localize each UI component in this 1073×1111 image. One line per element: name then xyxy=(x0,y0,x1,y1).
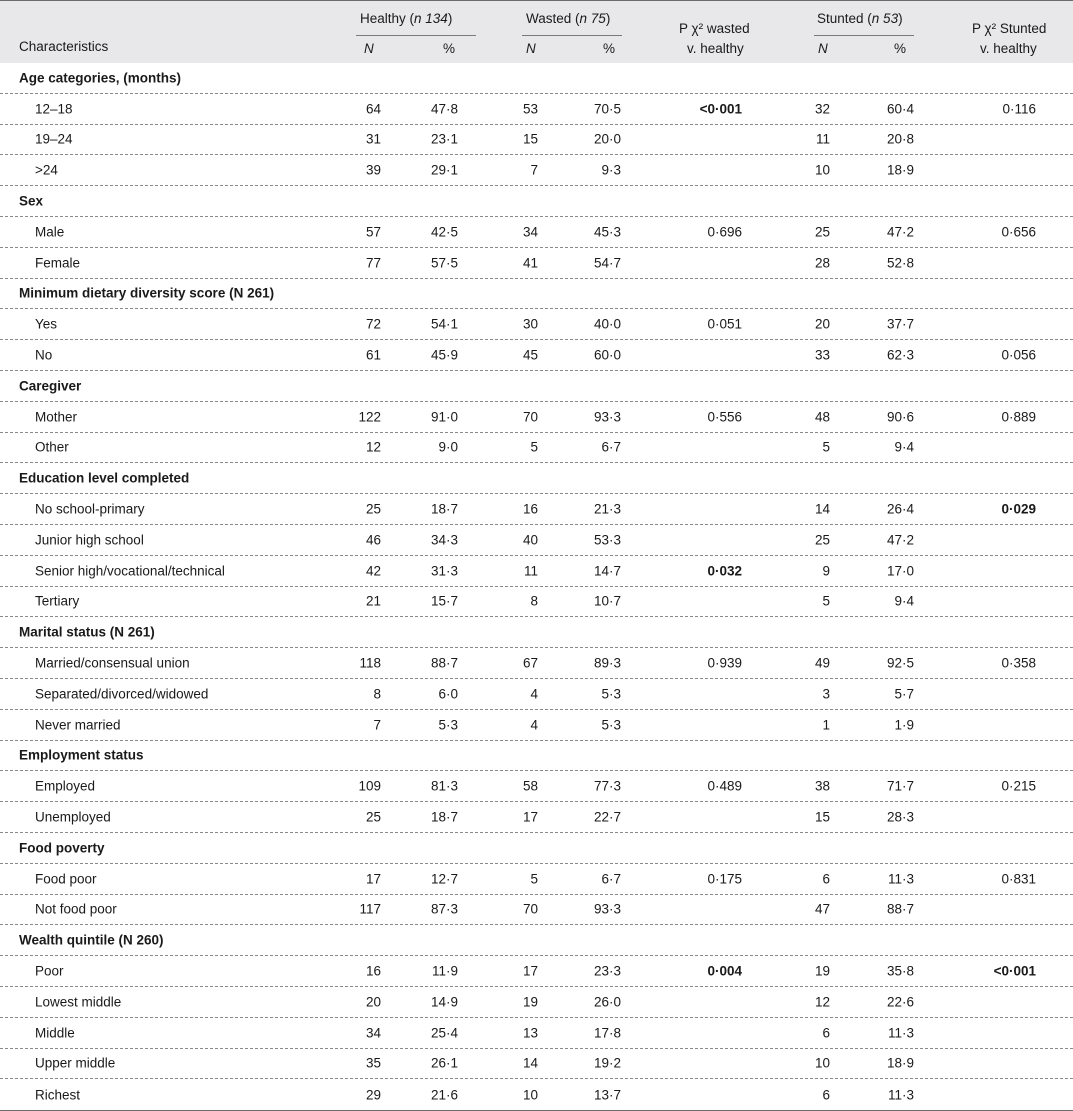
cell-h-n: 72 xyxy=(365,316,381,332)
cell-w-pct: 40·0 xyxy=(593,316,621,332)
cell-h-n: 61 xyxy=(365,347,381,363)
cell-h-pct: 91·0 xyxy=(430,409,458,425)
cell-h-n: 20 xyxy=(365,994,381,1010)
cell-s-n: 5 xyxy=(822,439,830,455)
cell-w-pct: 13·7 xyxy=(593,1087,621,1103)
cell-h-pct: 9·0 xyxy=(438,439,458,455)
cell-s-pct: 9·4 xyxy=(894,593,914,609)
cell-h-n: 57 xyxy=(365,224,381,240)
table-row xyxy=(0,802,1073,833)
table-row xyxy=(0,494,1073,525)
header-healthy: Healthy (n 134) xyxy=(360,11,453,26)
table-row xyxy=(0,864,1073,895)
cell-h-n: 29 xyxy=(365,1087,381,1103)
cell-s-pct: 88·7 xyxy=(886,901,914,917)
table-row xyxy=(0,1049,1073,1080)
cell-h-n: 25 xyxy=(365,809,381,825)
cell-h-n: 46 xyxy=(365,532,381,548)
cell-w-n: 40 xyxy=(522,532,538,548)
cell-s-pct: 5·7 xyxy=(894,686,914,702)
cell-w-pct: 9·3 xyxy=(601,162,621,178)
cell-s-n: 19 xyxy=(814,963,830,979)
cell-h-n: 117 xyxy=(359,901,381,917)
cell-w-n: 13 xyxy=(522,1025,538,1041)
cell-w-pct: 45·3 xyxy=(593,224,621,240)
cell-w-pct: 22·7 xyxy=(593,809,621,825)
cell-w-pct: 89·3 xyxy=(593,655,621,671)
cell-p-w: 0·051 xyxy=(707,316,742,332)
cell-s-pct: 47·2 xyxy=(886,224,914,240)
row-label: Middle xyxy=(35,1025,75,1041)
cell-s-n: 1 xyxy=(822,717,830,733)
cell-h-pct: 12·7 xyxy=(430,871,458,887)
cell-w-pct: 19·2 xyxy=(593,1055,621,1071)
cell-h-n: 77 xyxy=(365,255,381,271)
cell-s-pct: 17·0 xyxy=(886,563,914,579)
section-header xyxy=(0,463,1073,494)
table-row xyxy=(0,1018,1073,1049)
cell-h-n: 16 xyxy=(365,963,381,979)
cell-s-pct: 11·3 xyxy=(887,1087,914,1103)
cell-w-pct: 70·5 xyxy=(593,101,621,117)
cell-h-n: 34 xyxy=(365,1025,381,1041)
cell-s-n: 33 xyxy=(814,347,830,363)
cell-s-n: 5 xyxy=(822,593,830,609)
cell-h-pct: 14·9 xyxy=(430,994,458,1010)
cell-w-pct: 20·0 xyxy=(593,131,621,147)
section-title: Minimum dietary diversity score (N 261) xyxy=(19,285,275,301)
cell-s-n: 9 xyxy=(822,563,830,579)
cell-h-pct: 81·3 xyxy=(430,778,458,794)
row-label: Food poor xyxy=(35,871,97,887)
table-body xyxy=(0,63,1073,1111)
cell-w-n: 16 xyxy=(522,501,538,517)
row-label: >24 xyxy=(35,162,58,178)
table-row xyxy=(0,956,1073,987)
row-label: 19–24 xyxy=(35,131,73,147)
cell-s-pct: 47·2 xyxy=(886,532,914,548)
cell-s-pct: 18·9 xyxy=(886,162,914,178)
cell-h-pct: 18·7 xyxy=(430,501,458,517)
cell-w-n: 67 xyxy=(522,655,538,671)
cell-s-n: 20 xyxy=(814,316,830,332)
cell-h-pct: 21·6 xyxy=(430,1087,458,1103)
cell-w-n: 15 xyxy=(522,131,538,147)
row-label: Unemployed xyxy=(35,809,111,825)
cell-h-pct: 42·5 xyxy=(430,224,458,240)
cell-s-n: 12 xyxy=(814,994,830,1010)
table-row xyxy=(0,587,1073,618)
cell-w-pct: 53·3 xyxy=(593,532,621,548)
cell-h-n: 42 xyxy=(365,563,381,579)
cell-s-pct: 60·4 xyxy=(886,101,914,117)
row-label: Richest xyxy=(35,1087,81,1103)
cell-h-n: 8 xyxy=(373,686,381,702)
cell-w-n: 7 xyxy=(530,162,538,178)
cell-w-n: 17 xyxy=(522,809,538,825)
header-wasted-pct-col: % xyxy=(603,41,616,56)
cell-h-n: 35 xyxy=(365,1055,381,1071)
section-header xyxy=(0,371,1073,402)
cell-s-n: 47 xyxy=(814,901,830,917)
cell-w-n: 8 xyxy=(530,593,538,609)
row-label: No school-primary xyxy=(35,501,145,517)
cell-h-n: 12 xyxy=(365,439,381,455)
cell-w-pct: 54·7 xyxy=(593,255,621,271)
table-row xyxy=(0,248,1073,279)
cell-w-n: 30 xyxy=(522,316,538,332)
row-label: No xyxy=(35,347,53,363)
cell-p-s: 0·889 xyxy=(1001,409,1036,425)
cell-p-s: 0·056 xyxy=(1001,347,1036,363)
section-title: Food poverty xyxy=(19,840,105,856)
cell-s-n: 3 xyxy=(822,686,830,702)
cell-w-pct: 93·3 xyxy=(593,901,621,917)
cell-w-n: 14 xyxy=(522,1055,538,1071)
cell-p-s: <0·001 xyxy=(993,963,1036,979)
header-p-wasted-1: P χ² wasted xyxy=(679,21,750,36)
cell-s-n: 38 xyxy=(814,778,830,794)
cell-w-pct: 6·7 xyxy=(601,439,621,455)
cell-w-pct: 23·3 xyxy=(593,963,621,979)
cell-h-pct: 29·1 xyxy=(430,162,458,178)
cell-s-n: 6 xyxy=(822,1087,830,1103)
cell-s-pct: 90·6 xyxy=(886,409,914,425)
section-header xyxy=(0,833,1073,864)
cell-p-s: 0·029 xyxy=(1001,501,1036,517)
cell-s-n: 25 xyxy=(814,224,830,240)
cell-h-pct: 5·3 xyxy=(438,717,458,733)
cell-w-pct: 26·0 xyxy=(593,994,621,1010)
cell-s-pct: 92·5 xyxy=(886,655,914,671)
cell-h-pct: 15·7 xyxy=(430,593,458,609)
cell-s-pct: 26·4 xyxy=(886,501,914,517)
header-stunted-pct-col: % xyxy=(894,41,907,56)
header-healthy-pct-col: % xyxy=(443,41,456,56)
cell-w-pct: 77·3 xyxy=(593,778,621,794)
section-title: Wealth quintile (N 260) xyxy=(19,932,164,948)
row-label: 12–18 xyxy=(35,101,73,117)
cell-s-pct: 18·9 xyxy=(886,1055,914,1071)
section-header xyxy=(0,186,1073,217)
cell-p-w: 0·489 xyxy=(707,778,742,794)
cell-w-pct: 14·7 xyxy=(593,563,621,579)
cell-w-n: 10 xyxy=(522,1087,538,1103)
cell-w-pct: 6·7 xyxy=(601,871,621,887)
header-healthy-rule xyxy=(356,35,476,36)
table-row xyxy=(0,94,1073,125)
cell-h-n: 122 xyxy=(358,409,381,425)
cell-h-n: 17 xyxy=(365,871,381,887)
header-stunted-n-col: N xyxy=(818,41,828,56)
cell-s-n: 28 xyxy=(814,255,830,271)
cell-w-n: 41 xyxy=(522,255,538,271)
cell-h-n: 64 xyxy=(365,101,381,117)
cell-p-s: 0·831 xyxy=(1001,871,1036,887)
row-label: Junior high school xyxy=(35,532,144,548)
row-label: Senior high/vocational/technical xyxy=(35,563,225,579)
cell-s-pct: 20·8 xyxy=(886,131,914,147)
section-title: Caregiver xyxy=(19,378,82,394)
row-label: Married/consensual union xyxy=(35,655,190,671)
cell-h-pct: 11·9 xyxy=(431,963,458,979)
table-row xyxy=(0,1079,1073,1111)
cell-p-s: 0·215 xyxy=(1001,778,1036,794)
cell-w-n: 4 xyxy=(530,717,538,733)
cell-w-n: 34 xyxy=(522,224,538,240)
cell-s-n: 6 xyxy=(822,871,830,887)
cell-w-pct: 10·7 xyxy=(593,593,621,609)
cell-w-pct: 21·3 xyxy=(593,501,621,517)
cell-h-pct: 54·1 xyxy=(430,316,458,332)
cell-h-n: 25 xyxy=(365,501,381,517)
cell-s-pct: 28·3 xyxy=(886,809,914,825)
cell-h-n: 7 xyxy=(373,717,381,733)
cell-s-pct: 52·8 xyxy=(886,255,914,271)
table-row xyxy=(0,556,1073,587)
cell-s-n: 15 xyxy=(814,809,830,825)
cell-w-n: 11 xyxy=(523,563,538,579)
cell-s-n: 10 xyxy=(814,162,830,178)
table-row xyxy=(0,987,1073,1018)
cell-p-s: 0·116 xyxy=(1002,101,1036,117)
cell-p-w: 0·696 xyxy=(707,224,742,240)
row-label: Upper middle xyxy=(35,1055,116,1071)
cell-w-n: 5 xyxy=(530,871,538,887)
header-p-stunted-2: v. healthy xyxy=(980,41,1037,56)
cell-h-n: 39 xyxy=(365,162,381,178)
cell-h-pct: 6·0 xyxy=(438,686,458,702)
cell-s-pct: 37·7 xyxy=(886,316,914,332)
table-row xyxy=(0,679,1073,710)
cell-s-n: 11 xyxy=(815,131,830,147)
cell-w-pct: 93·3 xyxy=(593,409,621,425)
table-row xyxy=(0,433,1073,464)
header-p-wasted-2: v. healthy xyxy=(687,41,744,56)
cell-s-pct: 1·9 xyxy=(894,717,914,733)
cell-s-n: 10 xyxy=(814,1055,830,1071)
cell-w-n: 4 xyxy=(530,686,538,702)
row-label: Yes xyxy=(35,316,58,332)
section-header xyxy=(0,741,1073,772)
cell-s-n: 32 xyxy=(814,101,830,117)
cell-h-pct: 57·5 xyxy=(430,255,458,271)
section-title: Education level completed xyxy=(19,470,190,486)
cell-h-pct: 18·7 xyxy=(430,809,458,825)
section-header xyxy=(0,279,1073,310)
cell-s-n: 6 xyxy=(822,1025,830,1041)
section-title: Marital status (N 261) xyxy=(19,624,155,640)
table-row xyxy=(0,155,1073,186)
table-row xyxy=(0,340,1073,371)
cell-p-w: <0·001 xyxy=(699,101,742,117)
cell-s-n: 48 xyxy=(814,409,830,425)
row-label: Other xyxy=(35,439,69,455)
cell-w-n: 17 xyxy=(522,963,538,979)
cell-h-pct: 47·8 xyxy=(430,101,458,117)
table-row xyxy=(0,125,1073,156)
cell-h-pct: 34·3 xyxy=(430,532,458,548)
cell-s-pct: 22·6 xyxy=(886,994,914,1010)
cell-w-n: 70 xyxy=(522,901,538,917)
cell-s-n: 25 xyxy=(814,532,830,548)
section-header xyxy=(0,617,1073,648)
table-row xyxy=(0,309,1073,340)
row-label: Employed xyxy=(35,778,96,794)
cell-s-n: 49 xyxy=(814,655,830,671)
table-header xyxy=(0,0,1073,63)
cell-w-n: 45 xyxy=(522,347,538,363)
cell-s-pct: 11·3 xyxy=(887,871,914,887)
section-title: Sex xyxy=(19,193,44,209)
cell-h-n: 109 xyxy=(358,778,381,794)
row-label: Mother xyxy=(35,409,78,425)
cell-s-n: 14 xyxy=(814,501,830,517)
section-title: Employment status xyxy=(19,747,144,763)
header-wasted: Wasted (n 75) xyxy=(526,11,611,26)
section-header xyxy=(0,63,1073,94)
cell-w-pct: 5·3 xyxy=(601,686,621,702)
table-row xyxy=(0,771,1073,802)
header-stunted: Stunted (n 53) xyxy=(817,11,903,26)
table-row xyxy=(0,402,1073,433)
cell-h-pct: 87·3 xyxy=(430,901,458,917)
cell-p-s: 0·358 xyxy=(1001,655,1036,671)
cell-w-n: 53 xyxy=(522,101,538,117)
cell-h-pct: 88·7 xyxy=(430,655,458,671)
cell-s-pct: 11·3 xyxy=(887,1025,914,1041)
row-label: Tertiary xyxy=(35,593,80,609)
table-row xyxy=(0,648,1073,679)
cell-h-n: 31 xyxy=(365,131,381,147)
section-header xyxy=(0,925,1073,956)
cell-w-pct: 5·3 xyxy=(601,717,621,733)
table-row xyxy=(0,895,1073,926)
table-row xyxy=(0,710,1073,741)
cell-s-pct: 71·7 xyxy=(886,778,914,794)
cell-p-w: 0·175 xyxy=(707,871,742,887)
cell-s-pct: 9·4 xyxy=(894,439,914,455)
cell-s-pct: 35·8 xyxy=(886,963,914,979)
cell-p-w: 0·939 xyxy=(707,655,742,671)
header-healthy-n-col: N xyxy=(364,41,374,56)
header-characteristics: Characteristics xyxy=(19,39,109,54)
cell-h-pct: 45·9 xyxy=(430,347,458,363)
cell-h-pct: 23·1 xyxy=(430,131,458,147)
cell-p-w: 0·556 xyxy=(707,409,742,425)
cell-p-w: 0·032 xyxy=(707,563,742,579)
row-label: Not food poor xyxy=(35,901,117,917)
table-row xyxy=(0,525,1073,556)
cell-h-n: 21 xyxy=(365,593,381,609)
cell-w-n: 19 xyxy=(522,994,538,1010)
table-row xyxy=(0,217,1073,248)
cell-s-pct: 62·3 xyxy=(886,347,914,363)
row-label: Male xyxy=(35,224,65,240)
cell-p-s: 0·656 xyxy=(1001,224,1036,240)
cell-h-pct: 25·4 xyxy=(430,1025,458,1041)
cell-h-n: 118 xyxy=(359,655,381,671)
row-label: Poor xyxy=(35,963,64,979)
header-wasted-n-col: N xyxy=(526,41,536,56)
cell-w-pct: 60·0 xyxy=(593,347,621,363)
cell-w-n: 58 xyxy=(522,778,538,794)
header-wasted-rule xyxy=(522,35,622,36)
header-p-stunted-1: P χ² Stunted xyxy=(972,21,1047,36)
cell-h-pct: 26·1 xyxy=(430,1055,458,1071)
cell-w-n: 70 xyxy=(522,409,538,425)
row-label: Lowest middle xyxy=(35,994,122,1010)
cell-w-pct: 17·8 xyxy=(593,1025,621,1041)
row-label: Female xyxy=(35,255,81,271)
row-label: Never married xyxy=(35,717,121,733)
cell-w-n: 5 xyxy=(530,439,538,455)
header-stunted-rule xyxy=(814,35,914,36)
row-label: Separated/divorced/widowed xyxy=(35,686,209,702)
cell-h-pct: 31·3 xyxy=(430,563,458,579)
cell-p-w: 0·004 xyxy=(707,963,742,979)
section-title: Age categories, (months) xyxy=(19,70,182,86)
